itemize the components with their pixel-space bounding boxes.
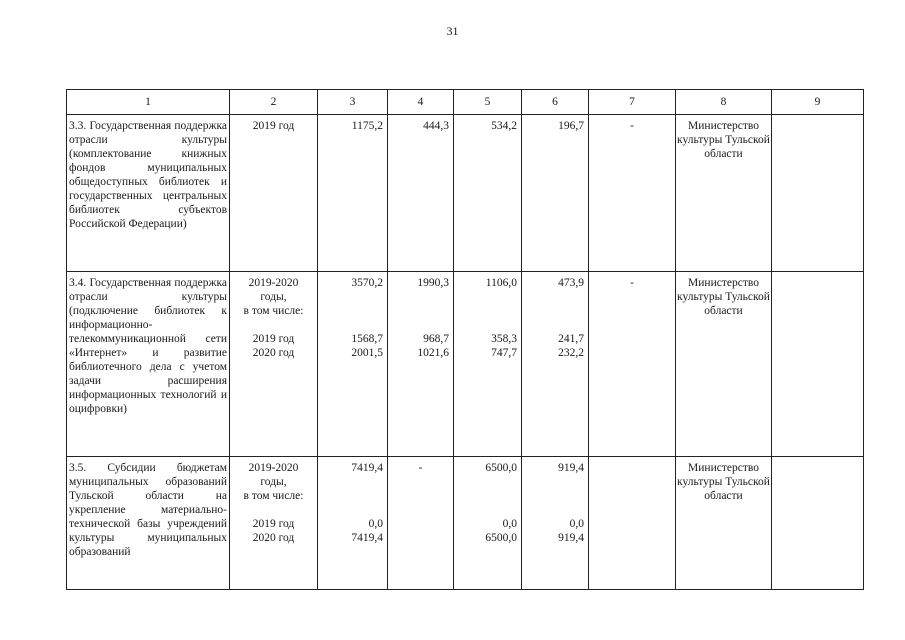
period-line: 2019 год [252,120,295,132]
col9-cell [772,272,864,457]
value-total: 534,2 [491,120,517,132]
period-cell [230,272,318,457]
value-total: 473,9 [558,277,584,289]
period-line: 2019-2020 [248,462,299,474]
value-2019: 358,3 [491,333,517,345]
value-total: 196,7 [558,120,584,132]
period-cell [230,115,318,272]
value-2019: 0,0 [502,518,517,530]
header-cell: 5 [454,90,522,115]
value-2020: 1021,6 [417,347,449,359]
col4-cell [388,457,454,590]
value-2019: 241,7 [558,333,584,345]
table-row [67,115,864,272]
value-total: 1175,2 [351,120,383,132]
ministry-cell: Министерство культуры Тульской области [676,457,772,590]
header-cell: 2 [230,90,318,115]
col6-cell [522,272,589,457]
period-cell [230,457,318,590]
page-number: 31 [446,24,459,38]
header-cell: 1 [67,90,230,115]
value-2020: 7419,4 [351,532,383,544]
col4-cell [388,272,454,457]
ministry-cell: Министерство культуры Тульской области [676,272,772,457]
value-total: 1106,0 [485,277,517,289]
value-total: 7419,4 [351,462,383,474]
value-total: 6500,0 [485,462,517,474]
period-line: 2020 год [252,532,295,544]
header-cell: 7 [589,90,676,115]
period-line: 2019 год [252,333,295,345]
header-cell: 9 [772,90,864,115]
period-line: 2019 год [252,518,295,530]
col5-cell [454,457,522,590]
row-name-cell: 3.5. Субсидии бюджетам муниципальных образований Тульской области на укрепление материально-технической базы учреждений культуры муниципальных образований [67,457,230,590]
value-2019: 0,0 [368,518,383,530]
table-header-row [67,90,864,115]
budget-table [66,89,864,590]
value-total: 1990,3 [417,277,449,289]
col5-cell [454,272,522,457]
value-2019: 0,0 [569,518,584,530]
col9-cell [772,457,864,590]
value-total: 444,3 [423,120,449,132]
col7-cell [589,457,676,590]
row-name-cell: 3.3. Государственная поддержка отрасли культуры (комплектование книжных фондов муниципальных общедоступных библиотек и государственных центральных библиотек субъектов Российской Федерации) [67,115,230,272]
ministry-cell: Министерство культуры Тульской области [676,115,772,272]
col6-cell [522,115,589,272]
value-2020: 747,7 [491,347,517,359]
value-total: - [418,462,423,474]
period-line: годы, [260,476,287,488]
col3-cell [318,115,388,272]
value-total: 3570,2 [351,277,383,289]
col3-cell [318,272,388,457]
value-2019: 968,7 [423,333,449,345]
col9-cell [772,115,864,272]
col7-cell: - [589,115,676,272]
header-cell: 3 [318,90,388,115]
row-name-cell: 3.4. Государственная поддержка отрасли культуры (подключение библиотек к информационно-телекоммуникационной сети «Интернет» и развитие библиотечного дела с учетом задачи расширения информационных технологий и оцифровки) [67,272,230,457]
period-line: в том числе: [243,305,304,317]
period-line: 2020 год [252,347,295,359]
col6-cell [522,457,589,590]
table-row [67,457,864,590]
value-2020: 919,4 [558,532,584,544]
col4-cell [388,115,454,272]
value-2020: 6500,0 [485,532,517,544]
header-cell: 4 [388,90,454,115]
col5-cell [454,115,522,272]
value-2020: 232,2 [558,347,584,359]
col7-cell: - [589,272,676,457]
period-line: годы, [260,291,287,303]
period-line: в том числе: [243,490,304,502]
header-cell: 8 [676,90,772,115]
period-line: 2019-2020 [248,277,299,289]
header-cell: 6 [522,90,589,115]
value-total: 919,4 [558,462,584,474]
table-row [67,272,864,457]
col3-cell [318,457,388,590]
value-2019: 1568,7 [351,333,383,345]
value-2020: 2001,5 [351,347,383,359]
